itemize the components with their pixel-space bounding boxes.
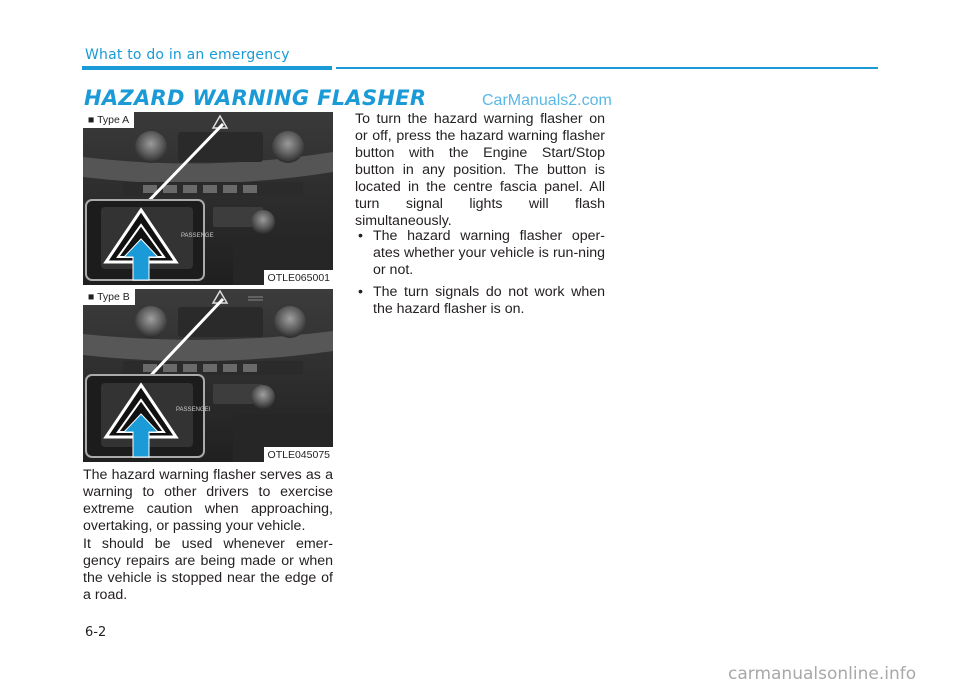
watermark-bottom[interactable]: carmanualsonline.info	[728, 664, 917, 684]
body-paragraph-2: It should be used whenever emer-gency repairs are being made or when the vehicle is stopped near the edge of a road.	[83, 536, 333, 603]
figure-type-a	[83, 112, 333, 285]
header-rule-left	[82, 66, 332, 70]
list-item	[355, 228, 605, 279]
main-heading: HAZARD WARNING FLASHER	[84, 86, 427, 110]
panel-label-a: PASSENGE	[181, 233, 214, 239]
bullet-icon: •	[358, 284, 363, 300]
bullet-list	[355, 228, 605, 323]
type-label-b: ■ Type B	[83, 289, 135, 305]
dashboard-photo-b	[83, 289, 333, 462]
header-rule-right	[336, 67, 878, 69]
figure-type-b	[83, 289, 333, 462]
list-item	[355, 284, 605, 318]
section-title: What to do in an emergency	[85, 47, 290, 63]
body-paragraph-3: To turn the hazard warning flasher on or off, press the hazard warning flasher button with the Engine Start/Stop button in any position. The button is located in the centre fascia panel. All turn signal lights will flash simultaneously.	[355, 111, 605, 229]
page-number: 6-2	[85, 625, 107, 640]
figure-code-b: OTLE045075	[264, 447, 333, 462]
watermark-top[interactable]: CarManuals2.com	[482, 92, 612, 109]
figure-code-a: OTLE065001	[264, 270, 333, 285]
list-item-text: The hazard warning flasher oper-ates whether your vehicle is run-ning or not.	[373, 228, 605, 278]
bullet-icon: •	[358, 228, 363, 244]
dashboard-photo-a	[83, 112, 333, 285]
list-item-text: The turn signals do not work when the hazard flasher is on.	[373, 284, 605, 317]
panel-label-b: PASSENGEI	[176, 407, 211, 413]
body-paragraph-1: The hazard warning flasher serves as a warning to other drivers to exercise extreme caution when approaching, overtaking, or passing your vehicle.	[83, 467, 333, 534]
type-label-a: ■ Type A	[83, 112, 134, 128]
